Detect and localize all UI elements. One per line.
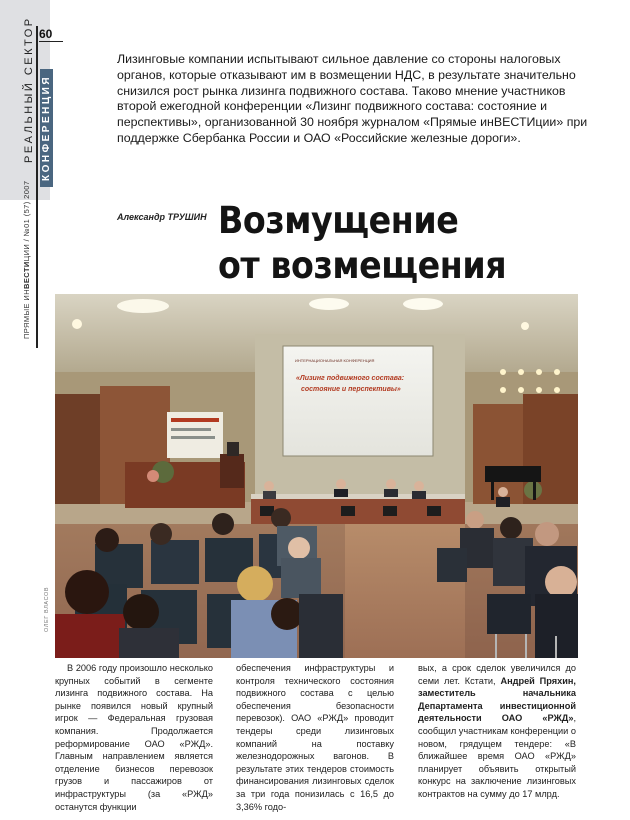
sidebar-rule [36, 26, 38, 348]
body-paragraph: обеспечения инфраструктуры и контроля технического состояния подвижного состава с целью обеспечения безопасности перевозок). ОАО «РЖД» проводит тендеры среди лизинговых компаний на поставку железнодорожных вагонов. В результате этих тендеров стоимость финансирования лизинговых сделок за три года понизилась с 16,5 до 3,36% годо- [236, 663, 394, 812]
header-rule [39, 41, 63, 42]
issue-prefix: ПРЯМЫЕ ИН [22, 288, 31, 339]
issue-brand: ВЕСТИ [22, 261, 31, 289]
page-number: 60 [39, 27, 53, 41]
issue-line [22, 181, 31, 339]
photo-credit: ОЛЕГ ВЛАСОВ [44, 586, 50, 632]
author-byline: Александр ТРУШИН [117, 212, 207, 222]
subsection-label: КОНФЕРЕНЦИЯ [40, 69, 53, 187]
article-title [218, 198, 506, 288]
speaker-name: Андрей Пряхин, заместитель начальника Департамента инвестиционной деятельности ОАО «РЖД» [418, 675, 576, 724]
screen-line-1: «Лизинг подвижного состава: [296, 375, 405, 382]
body-paragraph [418, 662, 576, 801]
body-column-3 [418, 662, 576, 801]
title-line-2: от возмещения [218, 244, 507, 287]
section-rubric: РЕАЛЬНЫЙ СЕКТОР [23, 16, 35, 163]
body-column-1 [55, 662, 213, 813]
title-line-1: Возмущение [218, 199, 459, 242]
screen-header: ИНТЕРНАЦИОНАЛЬНАЯ КОНФЕРЕНЦИЯ [295, 358, 375, 363]
lead-paragraph: Лизинговые компании испытывают сильное давление со стороны налоговых органов, которые отказывают им в возмещении НДС, в результате значительно снизился рост рынка лизинга подвижного состава. Таково мнение участников второй ежегодной конференции «Лизинг подвижного состава: состояние и перспективы», организованной 30 ноября журналом «Прямые инВЕСТИции» при поддержке Сбербанка России и ОАО «Российские железные дороги». [117, 52, 588, 145]
body-paragraph: В 2006 году произошло несколько крупных событий в сегменте лизинга подвижного состава. На рынке появился новый крупный игрок — Федеральная грузовая компания. Продолжается реформирование ОАО «РЖД». Главным направлением является отделение бизнесов перевозок грузов и пассажиров от инфраструктуры (за «РЖД» останутся функции [55, 663, 213, 812]
issue-suffix: ЦИИ / №01 (57) 2007 [22, 180, 31, 262]
conference-photo [55, 294, 578, 658]
screen-line-2: состояние и перспективы» [301, 386, 401, 393]
body-text: вых, а срок сделок увеличился до семи лет. Кстати, [418, 663, 576, 686]
body-column-2 [236, 662, 394, 813]
body-text: , сообщил участникам конференции о новом, грядущем тендере: «В ближайшее время ОАО «РЖД» планирует объявить открытый конкурс на заключение лизинговых контрактов на сумму до 17 млрд. [418, 713, 576, 799]
